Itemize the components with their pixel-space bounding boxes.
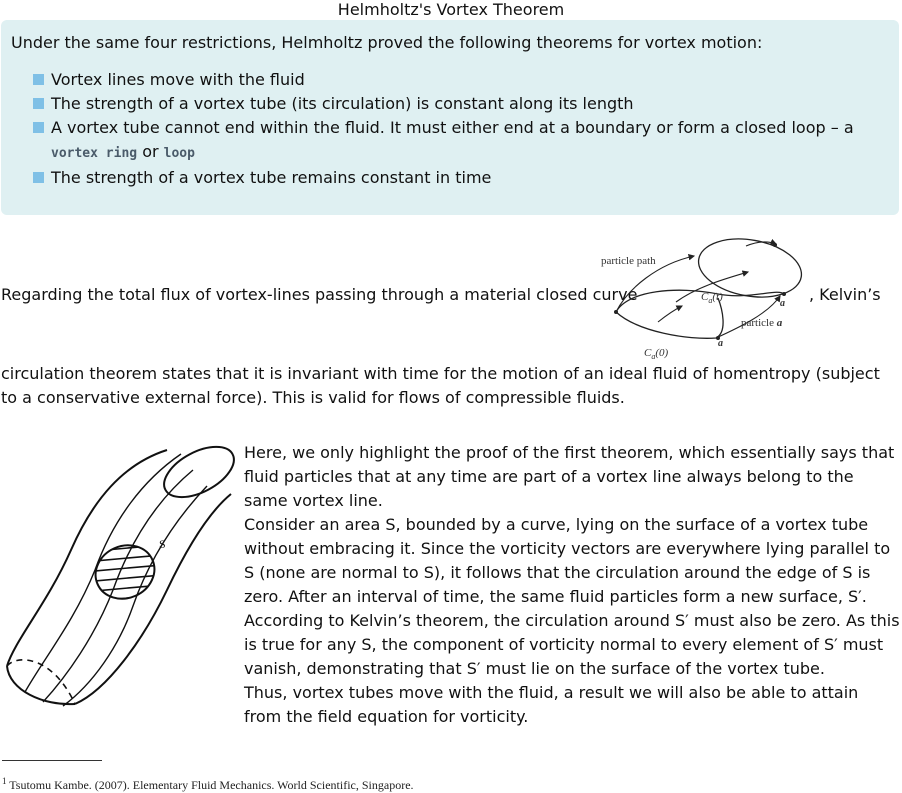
proof-text (244, 441, 900, 729)
footnote: $^1$ Tsutomu Kambe. (2007). Elementary Fluid Mechanics. World Scientific, Singapore. (2, 776, 414, 792)
list-item: The strength of a vortex tube remains constant in time (33, 166, 889, 190)
theorem-box (1, 20, 899, 215)
particle-a-moved-dot (782, 292, 786, 296)
kelvin-paragraph-mid: , Kelvin’s (809, 285, 881, 304)
vortex-tube-figure (3, 440, 239, 736)
surface-s-label: S (159, 537, 166, 551)
list-item: A vortex tube cannot end within the fluid. It must either end at a boundary or form a closed loop – a vortex ring or loop (33, 116, 889, 166)
vortex-line (25, 454, 181, 692)
ca-t-label: $C_a(t)$ (701, 291, 723, 305)
code-vortex-ring: vortex ring (51, 146, 138, 161)
kelvin-paragraph-start: Regarding the total flux of vortex-lines passing through a material closed curve (1, 285, 638, 304)
kelvin-paragraph-end: circulation theorem states that it is invariant with time for the motion of an ideal fluid of homentropy (subject to a conservative external force). This is valid for flows of compressible fluids. (1, 364, 880, 407)
curve-upper (616, 290, 784, 312)
list-item: The strength of a vortex tube (its circulation) is constant along its length (33, 92, 889, 116)
bullet-square-icon (33, 98, 44, 109)
theorem-intro: Under the same four restrictions, Helmholtz proved the following theorems for vortex motion: (11, 33, 763, 52)
a-label-initial: a (718, 338, 723, 349)
particle-a-label: particle a (741, 317, 783, 329)
page-title: Helmholtz's Vortex Theorem (337, 0, 565, 19)
bullet-square-icon (33, 74, 44, 85)
particle-dot (614, 310, 618, 314)
particle-dot-top (773, 243, 777, 247)
a-label-moved: a (780, 298, 785, 309)
proof-paragraph-3: Thus, vortex tubes move with the fluid, a result we will also be able to attain from the field equation for vorticity. (244, 683, 859, 726)
list-item: Vortex lines move with the fluid (33, 68, 889, 92)
surface-s-outline (87, 536, 163, 608)
footnote-rule (2, 760, 102, 761)
ca-0-label: $C_a(0)$ (644, 347, 669, 361)
evolved-curve (694, 231, 804, 304)
proof-paragraph-2: Consider an area S, bounded by a curve, lying on the surface of a vortex tube without embracing it. Since the vorticity vectors are everywhere lying parallel to S (none are normal to S), it follows that the circulation around the edge of S is zero. After an interval of time, the same fluid particles form a new surface, S′. According to Kelvin’s theorem, the circulation around S′ must also be zero. As this is true for any S, the component of vorticity normal to every element of S′ must vanish, demonstrating that S′ must lie on the surface of the vortex tube. (244, 515, 900, 678)
proof-paragraph-1: Here, we only highlight the proof of the first theorem, which essentially says that fluid particles that at any time are part of a vortex line always belong to the same vortex line. (244, 443, 895, 510)
tube-outline-right (75, 494, 231, 704)
code-loop: loop (163, 146, 195, 161)
particle-path-label: particle path (601, 255, 656, 267)
kelvin-circulation-figure (598, 228, 804, 362)
bullet-square-icon (33, 122, 44, 133)
path-arrow-lower (658, 306, 682, 322)
theorem-list (11, 68, 889, 190)
curve-lower (616, 298, 723, 338)
bullet-square-icon (33, 172, 44, 183)
